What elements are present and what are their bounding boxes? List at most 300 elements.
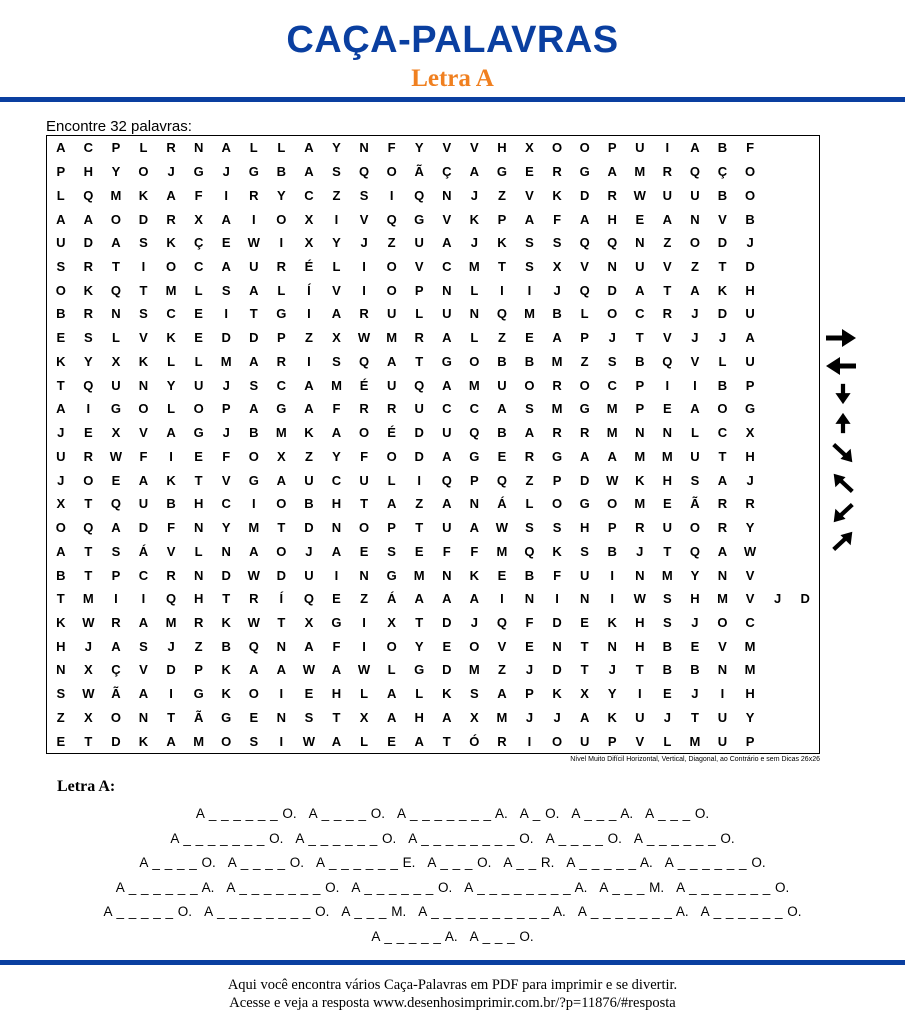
grid-letter: S: [332, 164, 341, 180]
grid-letter: L: [690, 425, 699, 441]
grid-letter: A: [607, 448, 617, 464]
grid-letter: O: [166, 259, 177, 274]
grid-letter: O: [745, 164, 756, 180]
grid-letter: I: [169, 448, 173, 464]
grid-letter: L: [249, 140, 258, 156]
grid-letter: B: [635, 353, 645, 369]
clue-item: A _ _ _ O.: [645, 806, 710, 821]
grid-letter: K: [56, 353, 66, 369]
grid-letter: I: [251, 496, 256, 512]
grid-letter: O: [607, 496, 618, 512]
grid-letter: U: [111, 377, 121, 393]
grid-letter: Ã: [414, 164, 424, 180]
grid-letter: E: [497, 567, 507, 583]
grid-letter: M: [248, 520, 260, 536]
grid-letter: S: [249, 377, 259, 393]
grid-letter: G: [386, 567, 397, 583]
clue-item: A _ _ _ _ O.: [139, 855, 216, 870]
grid-letter: G: [221, 709, 232, 725]
clue-item: A _ _ _ _ _ A.: [371, 928, 458, 944]
grid-letter: E: [690, 638, 700, 654]
grid-letter: O: [248, 686, 259, 702]
grid-letter: G: [552, 448, 563, 464]
grid-letter: J: [691, 330, 699, 346]
grid-letter: F: [222, 448, 231, 464]
grid-letter: K: [221, 614, 231, 630]
grid-letter: F: [167, 520, 176, 536]
grid-letter: J: [360, 235, 368, 251]
grid-letter: L: [332, 259, 341, 274]
grid-letter: D: [249, 330, 259, 346]
grid-letter: B: [717, 377, 728, 393]
grid-letter: K: [635, 472, 645, 488]
grid-letter: G: [469, 448, 480, 464]
grid-letter: A: [469, 520, 480, 536]
grid-letter: I: [279, 235, 284, 251]
grid-letter: E: [525, 164, 534, 180]
grid-letter: G: [331, 614, 342, 630]
grid-letter: M: [551, 401, 563, 417]
clue-item: A _ _ _ _ _ _ O.: [700, 904, 802, 919]
grid-letter: L: [525, 496, 534, 512]
clue-item: A _ _ _ _ _ _ A.: [115, 879, 215, 895]
grid-letter: H: [331, 496, 342, 512]
grid-letter: O: [221, 733, 232, 749]
grid-letter: N: [221, 543, 231, 559]
grid-letter: X: [332, 330, 341, 346]
grid-letter: A: [690, 140, 700, 156]
grid-letter: H: [662, 472, 673, 488]
grid-letter: I: [279, 733, 284, 749]
grid-letter: I: [610, 567, 615, 583]
grid-letter: C: [745, 614, 755, 630]
grid-letter: R: [552, 164, 562, 180]
grid-letter: P: [745, 377, 755, 393]
grid-letter: C: [193, 259, 204, 274]
grid-letter: J: [222, 377, 230, 393]
grid-letter: O: [717, 614, 728, 630]
grid-letter: Q: [83, 377, 94, 393]
grid-letter: B: [221, 638, 231, 654]
clue-item: A _ _ _ A.: [571, 806, 634, 821]
grid-letter: Z: [387, 235, 396, 251]
grid-letter: A: [469, 164, 480, 180]
grid-letter: E: [194, 448, 203, 464]
grid-letter: H: [193, 591, 204, 607]
grid-letter: D: [304, 520, 314, 536]
grid-letter: X: [111, 353, 121, 369]
clue-item: A _ _ _ _ _ _ _ O.: [676, 879, 790, 895]
grid-letter: K: [442, 686, 452, 702]
grid-letter: T: [415, 614, 424, 630]
grid-letter: O: [386, 259, 397, 274]
grid-letter: J: [470, 614, 478, 630]
grid-letter: I: [169, 686, 173, 702]
grid-letter: I: [665, 377, 670, 393]
grid-letter: T: [635, 662, 644, 678]
grid-letter: A: [56, 543, 66, 559]
grid-letter: X: [304, 235, 314, 251]
grid-letter: R: [524, 448, 535, 464]
grid-letter: F: [470, 543, 479, 559]
arrow-up-icon: [826, 412, 860, 434]
grid-letter: M: [468, 259, 480, 274]
grid-letter: Á: [138, 543, 149, 559]
grid-letter: T: [332, 709, 341, 725]
grid-letter: M: [193, 733, 205, 749]
grid-letter: I: [637, 686, 642, 702]
grid-letter: T: [56, 377, 65, 393]
clue-item: A _ _ _ M.: [341, 904, 407, 919]
grid-letter: S: [111, 543, 121, 559]
grid-letter: Q: [166, 591, 177, 607]
clue-item: A _ _ _ _ _ _ O.: [295, 830, 397, 846]
grid-letter: W: [633, 187, 646, 203]
grid-letter: M: [165, 614, 177, 630]
grid-letter: T: [277, 520, 286, 536]
grid-letter: K: [552, 543, 562, 559]
grid-letter: U: [717, 709, 728, 725]
grid-letter: I: [362, 638, 366, 654]
grid-letter: A: [442, 448, 452, 464]
grid-letter: O: [359, 425, 370, 441]
grid-letter: Y: [745, 709, 755, 725]
grid-letter: K: [497, 235, 507, 251]
grid-letter: Q: [496, 306, 507, 322]
grid-letter: K: [469, 211, 480, 227]
grid-letter: W: [247, 614, 260, 630]
grid-letter: C: [221, 496, 231, 512]
grid-letter: J: [746, 235, 754, 251]
grid-letter: E: [194, 330, 203, 346]
grid-letter: D: [442, 662, 452, 678]
grid-letter: H: [83, 164, 94, 180]
grid-letter: É: [359, 377, 369, 393]
grid-letter: E: [194, 306, 203, 322]
grid-letter: N: [690, 211, 700, 227]
grid-letter: U: [442, 520, 452, 536]
grid-letter: H: [193, 496, 204, 512]
grid-letter: J: [691, 306, 699, 322]
grid-letter: B: [497, 353, 507, 369]
grid-letter: S: [387, 543, 396, 559]
grid-letter: E: [387, 733, 396, 749]
grid-letter: F: [442, 543, 451, 559]
grid-letter: Á: [497, 496, 507, 512]
grid-letter: G: [579, 164, 590, 180]
grid-letter: A: [690, 282, 700, 298]
grid-letter: D: [717, 306, 728, 322]
grid-letter: K: [469, 567, 480, 583]
grid-letter: A: [442, 709, 452, 725]
grid-letter: G: [193, 425, 204, 441]
grid-letter: B: [717, 140, 728, 156]
grid-letter: D: [111, 733, 121, 749]
grid-letter: L: [360, 733, 369, 749]
grid-letter: T: [635, 330, 644, 346]
grid-letter: H: [745, 448, 755, 464]
grid-letter: Q: [110, 496, 121, 512]
page-title: CAÇA-PALAVRAS: [286, 19, 619, 61]
clue-line: [0, 925, 905, 950]
grid-letter: L: [387, 472, 396, 488]
grid-letter: K: [304, 425, 314, 441]
grid-letter: X: [84, 662, 93, 678]
grid-letter: C: [83, 140, 94, 156]
grid-letter: H: [635, 614, 645, 630]
clue-item: A _ _ _ _ O.: [545, 830, 622, 846]
grid-letter: D: [138, 211, 149, 227]
grid-letter: T: [84, 733, 93, 749]
grid-letter: K: [607, 709, 617, 725]
grid-letter: O: [248, 448, 259, 464]
grid-letter: O: [386, 448, 397, 464]
grid-letter: M: [744, 638, 756, 654]
grid-letter: X: [359, 709, 369, 725]
grid-letter: F: [553, 211, 562, 227]
grid-letter: E: [663, 496, 672, 512]
grid-letter: A: [138, 614, 149, 630]
grid-letter: B: [56, 306, 66, 322]
grid-letter: N: [193, 140, 204, 156]
grid-letter: T: [167, 709, 176, 725]
grid-letter: V: [718, 211, 727, 227]
grid-letter: T: [415, 353, 424, 369]
grid-letter: A: [386, 709, 397, 725]
grid-letter: A: [83, 211, 94, 227]
grid-letter: X: [580, 686, 589, 702]
grid-letter: A: [442, 377, 452, 393]
grid-letter: A: [386, 686, 397, 702]
grid-letter: M: [661, 567, 673, 583]
grid-letter: O: [552, 496, 563, 512]
grid-letter: J: [470, 187, 478, 203]
grid-letter: O: [717, 401, 728, 417]
grid-letter: P: [635, 401, 645, 417]
grid-letter: L: [415, 686, 424, 702]
grid-letter: W: [82, 686, 95, 702]
letter-grid: [47, 136, 819, 753]
grid-letter: I: [251, 211, 256, 227]
grid-letter: A: [276, 472, 287, 488]
grid-letter: W: [743, 543, 757, 559]
grid-letter: D: [579, 187, 590, 203]
grid-letter: A: [249, 282, 259, 298]
grid-letter: U: [386, 306, 397, 322]
grid-letter: R: [249, 187, 259, 203]
grid-letter: M: [661, 448, 673, 464]
grid-letter: D: [552, 614, 562, 630]
grid-letter: T: [139, 282, 148, 298]
grid-letter: L: [56, 187, 65, 203]
grid-letter: E: [111, 472, 121, 488]
grid-letter: U: [635, 259, 645, 274]
grid-letter: D: [414, 448, 424, 464]
grid-letter: A: [524, 425, 535, 441]
grid-letter: M: [468, 662, 480, 678]
grid-letter: H: [414, 709, 424, 725]
grid-letter: P: [607, 733, 617, 749]
clue-item: A _ _ _ _ _ _ O.: [351, 879, 453, 895]
word-search-grid: [46, 135, 820, 754]
grid-letter: X: [470, 709, 479, 725]
grid-letter: G: [496, 164, 507, 180]
grid-letter: P: [277, 330, 286, 346]
grid-letter: U: [304, 567, 314, 583]
clue-list: [0, 802, 905, 949]
grid-letter: O: [276, 211, 287, 227]
grid-letter: U: [304, 472, 314, 488]
grid-letter: U: [386, 377, 397, 393]
grid-letter: I: [527, 282, 532, 298]
grid-letter: R: [83, 306, 94, 322]
grid-letter: O: [110, 211, 121, 227]
difficulty-note: Nível Muito Difícil Horizontal, Vertical, Diagonal, ao Contrário e sem Dicas 26x26: [570, 756, 820, 763]
grid-letter: L: [167, 401, 176, 417]
grid-letter: U: [497, 377, 507, 393]
grid-letter: P: [497, 211, 507, 227]
grid-letter: D: [138, 520, 149, 536]
grid-letter: J: [84, 638, 92, 654]
grid-letter: J: [774, 591, 782, 607]
grid-letter: J: [525, 662, 534, 678]
grid-letter: G: [276, 306, 287, 322]
grid-letter: Y: [332, 140, 341, 156]
grid-letter: A: [221, 211, 231, 227]
grid-letter: U: [717, 733, 728, 749]
grid-letter: L: [580, 306, 589, 322]
grid-letter: T: [718, 259, 727, 274]
grid-letter: M: [275, 425, 287, 441]
grid-letter: A: [717, 543, 728, 559]
grid-letter: N: [469, 496, 480, 512]
grid-letter: P: [745, 733, 755, 749]
grid-letter: C: [304, 187, 314, 203]
grid-letter: A: [414, 591, 424, 607]
grid-letter: Q: [524, 543, 535, 559]
grid-letter: Z: [525, 472, 534, 488]
clue-item: A _ _ _ _ _ _ O.: [633, 830, 735, 846]
grid-letter: M: [82, 591, 94, 607]
grid-letter: A: [221, 259, 231, 274]
grid-letter: V: [414, 259, 424, 274]
grid-letter: Y: [84, 353, 93, 369]
grid-letter: A: [442, 330, 452, 346]
grid-letter: E: [442, 638, 452, 654]
grid-letter: N: [717, 662, 728, 678]
grid-letter: E: [663, 401, 672, 417]
grid-letter: X: [304, 614, 314, 630]
grid-letter: S: [552, 235, 562, 251]
grid-letter: A: [56, 401, 66, 417]
grid-letter: I: [527, 733, 532, 749]
grid-letter: J: [608, 662, 616, 678]
grid-letter: N: [524, 591, 535, 607]
grid-letter: N: [359, 567, 369, 583]
grid-letter: B: [249, 425, 259, 441]
clue-item: A _ _ _ _ _ _ _ _ O.: [204, 904, 330, 919]
clue-line: [0, 802, 905, 827]
grid-letter: E: [359, 543, 369, 559]
grid-letter: H: [497, 140, 507, 156]
grid-letter: A: [111, 638, 121, 654]
grid-letter: Z: [56, 709, 65, 725]
grid-letter: E: [525, 638, 534, 654]
clue-item: A _ O.: [519, 806, 560, 821]
grid-letter: A: [442, 496, 452, 512]
grid-letter: A: [635, 282, 645, 298]
grid-letter: I: [224, 187, 229, 203]
grid-letter: V: [497, 638, 507, 654]
grid-letter: F: [525, 614, 534, 630]
grid-letter: G: [579, 401, 590, 417]
grid-letter: S: [470, 686, 479, 702]
grid-letter: A: [497, 401, 507, 417]
grid-letter: A: [690, 401, 700, 417]
grid-letter: H: [56, 638, 66, 654]
grid-letter: Z: [497, 187, 506, 203]
grid-letter: D: [166, 662, 176, 678]
grid-letter: F: [194, 187, 203, 203]
grid-letter: A: [579, 211, 590, 227]
grid-letter: Z: [304, 330, 313, 346]
grid-letter: E: [332, 591, 341, 607]
grid-letter: R: [635, 520, 645, 536]
grid-letter: A: [249, 662, 259, 678]
grid-letter: O: [579, 377, 590, 393]
grid-letter: S: [304, 709, 314, 725]
grid-letter: C: [166, 306, 176, 322]
grid-letter: W: [357, 662, 371, 678]
grid-letter: I: [114, 591, 118, 607]
grid-letter: Z: [360, 591, 369, 607]
grid-letter: O: [138, 401, 149, 417]
grid-letter: J: [608, 330, 616, 346]
grid-letter: L: [415, 306, 424, 322]
grid-letter: W: [82, 614, 95, 630]
grid-letter: H: [331, 686, 342, 702]
grid-letter: R: [276, 353, 287, 369]
grid-letter: U: [414, 401, 424, 417]
grid-letter: O: [579, 140, 590, 156]
grid-letter: K: [166, 472, 176, 488]
grid-letter: M: [744, 662, 756, 678]
grid-letter: I: [362, 259, 366, 274]
grid-letter: V: [635, 733, 645, 749]
grid-letter: Í: [307, 282, 311, 298]
grid-letter: Y: [277, 187, 286, 203]
grid-letter: C: [442, 259, 452, 274]
grid-letter: O: [359, 520, 370, 536]
grid-letter: L: [387, 662, 396, 678]
grid-letter: W: [247, 567, 260, 583]
grid-letter: I: [224, 306, 229, 322]
grid-letter: Z: [663, 235, 672, 251]
grid-letter: M: [524, 306, 535, 322]
grid-letter: Ç: [717, 164, 728, 180]
grid-letter: Q: [386, 211, 397, 227]
grid-letter: A: [304, 140, 314, 156]
grid-letter: V: [663, 259, 672, 274]
grid-letter: R: [552, 425, 562, 441]
grid-letter: C: [138, 567, 149, 583]
grid-letter: N: [442, 187, 452, 203]
grid-letter: F: [746, 140, 755, 156]
clue-line: [0, 876, 905, 901]
grid-letter: S: [84, 330, 93, 346]
grid-letter: I: [555, 591, 559, 607]
grid-letter: K: [138, 353, 149, 369]
